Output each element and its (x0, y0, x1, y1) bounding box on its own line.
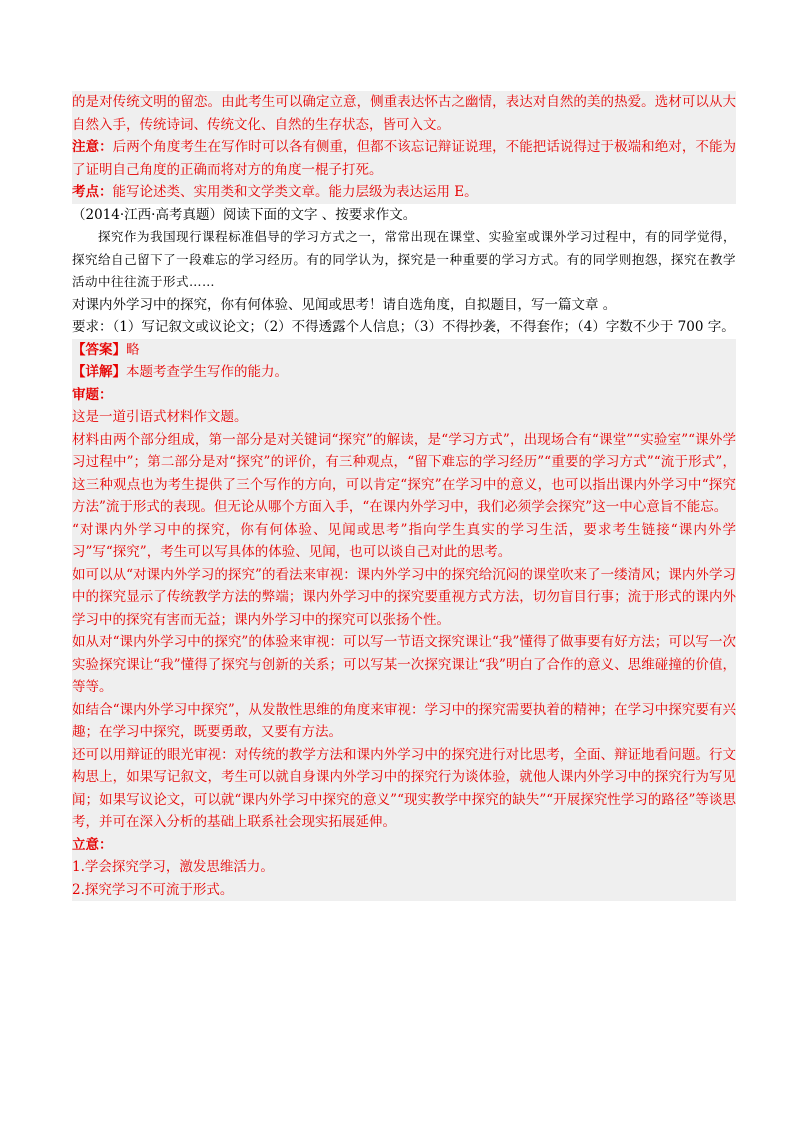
paragraph-text: 本题考查学生写作的能力。 (126, 364, 288, 380)
paragraph-exam-point (72, 181, 736, 204)
paragraph-review-5 (72, 631, 736, 699)
paragraph-text: 1.学会探究学习，激发思维活力。 (72, 859, 274, 875)
paragraph-analysis-intro (72, 91, 736, 136)
paragraph-text: 后两个角度考生在写作时可以各有侧重，但都不该忘记辩证说理，不能把话说得过于极端和绝对，不能为了证明自己角度的正确而将对方的角度一棍子打死。 (72, 139, 736, 178)
answer-label: 【答案】 (72, 341, 126, 358)
thesis-item-1 (72, 856, 736, 879)
paragraph-text: “对课内外学习中的探究，你有何体验、见闻或思考”指向学生真实的学习生活，要求考生链接“课内外学习”写“探究”，考生可以写具体的体验、见闻，也可以谈自己对此的思考。 (72, 521, 736, 560)
paragraph-text: 这是一道引语式材料作文题。 (72, 409, 248, 425)
review-heading (72, 384, 736, 407)
paragraph-text: 要求：（1）写记叙文或议论文；（2）不得透露个人信息；（3）不得抄袭，不得套作；（4）字数不少于 700 字。 (72, 319, 735, 335)
paragraph-text: 对课内外学习中的探究，你有何体验、见闻或思考！请自选角度，自拟题目，写一篇文章 。 (72, 296, 617, 313)
paragraph-text: 如可以从“对课内外学习的探究”的看法来审视：课内外学习中的探究给沉闷的课堂吹来了一缕清风；课内外学习中的探究显示了传统教学方法的弊端；课内外学习中的探究要重视方式方法，切勿盲目行事；流于形式的课内外学习中的探究有害而无益；课内外学习中的探究可以张扬个性。 (72, 566, 736, 628)
note-label: 注意： (72, 139, 113, 155)
paragraph-text: 的是对传统文明的留恋。由此考生可以确定立意，侧重表达怀古之幽情，表达对自然的美的热爱。选材可以从大自然入手，传统诗词、传统文化、自然的生存状态，皆可入文。 (72, 94, 736, 133)
paragraph-text: 略 (126, 341, 140, 358)
review-label: 审题： (72, 386, 113, 403)
paragraph-text: 能写论述类、实用类和文学类文章。能力层级为表达运用 E。 (112, 184, 478, 200)
answer-line (72, 339, 736, 362)
explanation-label: 【详解】 (72, 364, 126, 380)
paragraph-text: （2014·江西·高考真题）阅读下面的文字 、按要求作文。 (72, 206, 417, 223)
paragraph-review-4 (72, 564, 736, 632)
paragraph-text: 探究作为我国现行课程标准倡导的学习方式之一，常常出现在课堂、实验室或课外学习过程中，有的同学觉得，探究给自己留下了一段难忘的学习经历。有的同学认为，探究是一种重要的学习方式。有的同学则抱怨，探究在教学活动中往往流于形式…… (72, 229, 736, 289)
paragraph-text: 如结合“课内外学习中探究”，从发散性思维的角度来审视：学习中的探究需要执着的精神；在学习中探究要有兴趣；在学习中探究，既要勇敢，又要有方法。 (72, 701, 736, 740)
paragraph-review-6 (72, 699, 736, 744)
question-requirements (72, 316, 736, 339)
paragraph-review-3 (72, 519, 736, 564)
paragraph-note (72, 136, 736, 181)
document-content (72, 91, 736, 901)
thesis-label: 立意： (72, 836, 113, 853)
question-source (72, 204, 736, 227)
paragraph-text: 还可以用辩证的眼光审视：对传统的教学方法和课内外学习中的探究进行对比思考，全面、辩证地看问题。行文构思上，如果写记叙文，考生可以就自身课内外学习中的探究行为谈体验，就他人课内外学习中的探究行为写见闻；如果写议论文，可以就“课内外学习中探究的意义”“现实教学中探究的缺失”“开展探究性学习的路径”等谈思考，并可在深入分析的基础上联系社会现实拓展延伸。 (72, 746, 736, 830)
thesis-item-2 (72, 879, 736, 902)
paragraph-review-7 (72, 744, 736, 834)
question-prompt (72, 294, 736, 317)
exam-point-label: 考点： (72, 184, 113, 200)
paragraph-text: 如从对“课内外学习中的探究”的体验来审视：可以写一节语文探究课让“我”懂得了做事要有好方法；可以写一次实验探究课让“我”懂得了探究与创新的关系；可以写某一次探究课让“我”明白了合作的意义、思维碰撞的价值，等等。 (72, 634, 736, 695)
paragraph-review-2 (72, 429, 736, 519)
paragraph-review-1 (72, 406, 736, 429)
explanation-line (72, 361, 736, 384)
paragraph-text: 2.探究学习不可流于形式。 (72, 881, 234, 898)
thesis-heading (72, 834, 736, 857)
paragraph-text: 材料由两个部分组成，第一部分是对关键词“探究”的解读，是“学习方式”，出现场合有“课堂”“实验室”“课外学习过程中”；第二部分是对“探究”的评价，有三种观点，“留下难忘的学习经历”“重要的学习方式”“流于形式”，这三种观点也为考生提供了三个写作的方向，可以肯定“探究”在学习中的意义，也可以指出课内外学习中“探究方法”流于形式的表现。但无论从哪个方面入手，“在课内外学习中，我们必须学会探究”这一中心意旨不能忘。 (72, 431, 736, 515)
material-passage (72, 226, 736, 294)
